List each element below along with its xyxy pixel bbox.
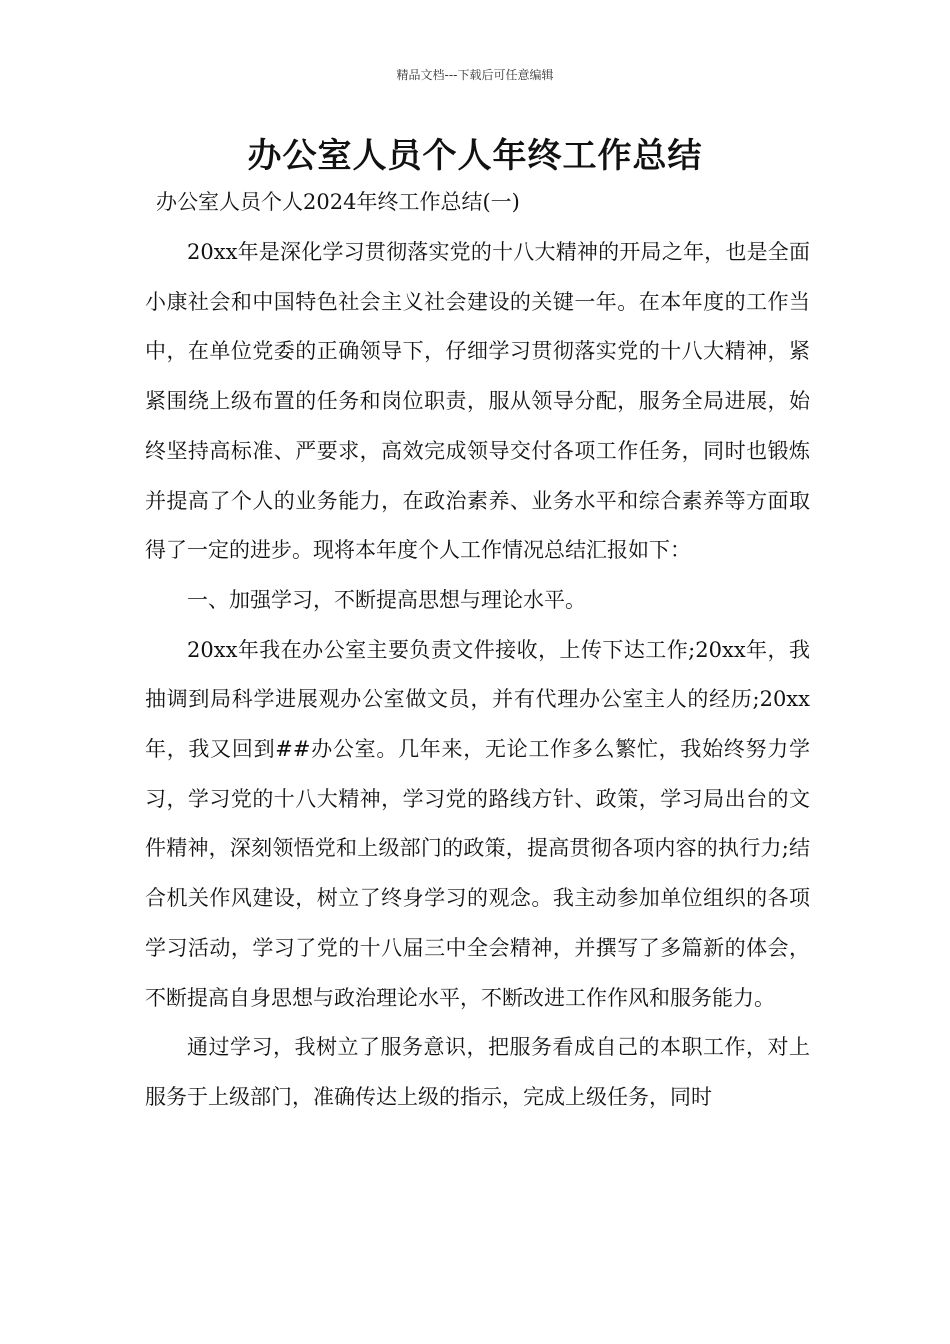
document-subtitle: 办公室人员个人2024年终工作总结(一) <box>156 190 520 214</box>
paragraph-intro: 20xx年是深化学习贯彻落实党的十八大精神的开局之年，也是全面小康社会和中国特色社会主义社会建设的关键一年。在本年度的工作当中，在单位党委的正确领导下，仔细学习贯彻落实党的十八大精神，紧紧围绕上级布置的任务和岗位职责，服从领导分配，服务全局进展，始终坚持高标准、严要求，高效完成领导交付各项工作任务，同时也锻炼并提高了个人的业务能力，在政治素养、业务水平和综合素养等方面取得了一定的进步。现将本年度个人工作情况总结汇报如下： <box>145 240 810 563</box>
header-note: 精品文档---下载后可任意编辑 <box>396 68 554 82</box>
section-heading-1: 一、加强学习，不断提高思想与理论水平。 <box>187 587 586 612</box>
document-body <box>145 228 810 1123</box>
paragraph-study: 20xx年我在办公室主要负责文件接收，上传下达工作;20xx年，我抽调到局科学进展观办公室做文员，并有代理办公室主人的经历;20xx年，我又回到##办公室。几年来，无论工作多么繁忙，我始终努力学习，学习党的十八大精神，学习党的路线方针、政策，学习局出台的文件精神，深刻领悟党和上级部门的政策，提高贯彻各项内容的执行力;结合机关作风建设，树立了终身学习的观念。我主动参加单位组织的各项学习活动，学习了党的十八届三中全会精神，并撰写了多篇新的体会，不断提高自身思想与政治理论水平，不断改进工作作风和服务能力。 <box>145 637 810 1010</box>
paragraph-service: 通过学习，我树立了服务意识，把服务看成自己的本职工作，对上服务于上级部门，准确传达上级的指示，完成上级任务，同时 <box>145 1035 810 1109</box>
document-title: 办公室人员个人年终工作总结 <box>247 136 703 176</box>
